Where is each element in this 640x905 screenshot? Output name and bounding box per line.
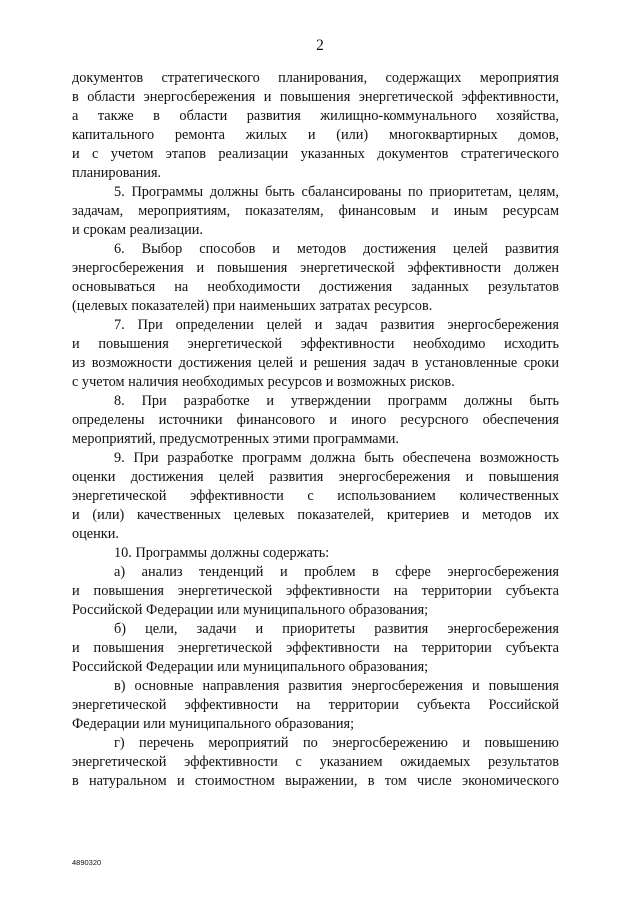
document-body (72, 69, 559, 791)
text-line: 9. При разработке программ должна быть обеспечена возможность (114, 450, 559, 466)
text-line: (целевых показателей) при наименьших затратах ресурсов. (72, 298, 433, 314)
text-line: а) анализ тенденций и проблем в сфере энергосбережения (114, 564, 559, 580)
text-line: основываться на необходимости достижения заданных результатов (72, 279, 559, 295)
text-line: и повышения энергетической эффективности на территории субъекта (72, 583, 559, 599)
document-code: 4890320 (72, 858, 102, 867)
text-line: оценки. (72, 526, 119, 542)
page-number: 2 (316, 37, 324, 54)
text-line: в натуральном и стоимостном выражении, в том числе экономического (72, 773, 559, 789)
text-line: капитального ремонта жилых и (или) многоквартирных домов, (72, 127, 559, 143)
text-line: из возможности достижения целей и решения задач в установленные сроки (72, 355, 559, 371)
text-line: Российской Федерации или муниципального образования; (72, 602, 429, 618)
text-line: 7. При определении целей и задач развития энергосбережения (114, 317, 559, 333)
text-line: и повышения энергетической эффективности необходимо исходить (72, 336, 559, 352)
text-line: энергетической эффективности с использованием количественных (72, 488, 559, 504)
text-line: и (или) качественных целевых показателей, критериев и методов их (72, 507, 559, 523)
text-line: Федерации или муниципального образования; (72, 716, 355, 732)
text-line: с учетом наличия необходимых ресурсов и возможных рисков. (72, 374, 455, 390)
text-line: энергетической эффективности на территории субъекта Российской (72, 697, 559, 713)
text-line: определены источники финансового и иного ресурсного обеспечения (72, 412, 559, 428)
text-line: г) перечень мероприятий по энергосбережению и повышению (114, 735, 559, 751)
text-line: б) цели, задачи и приоритеты развития энергосбережения (114, 621, 559, 637)
text-line: и срокам реализации. (72, 222, 204, 238)
text-line: мероприятий, предусмотренных этими программами. (72, 431, 399, 447)
text-line: энергосбережения и повышения энергетической эффективности должен (72, 260, 559, 276)
text-line: и с учетом этапов реализации указанных документов стратегического (72, 146, 559, 162)
text-line: Российской Федерации или муниципального образования; (72, 659, 429, 675)
text-line: и повышения энергетической эффективности на территории субъекта (72, 640, 559, 656)
text-line: 10. Программы должны содержать: (114, 545, 330, 561)
text-line: документов стратегического планирования, содержащих мероприятия (72, 70, 559, 86)
text-line: а также в области развития жилищно-коммунального хозяйства, (72, 108, 559, 124)
text-line: в области энергосбережения и повышения энергетической эффективности, (72, 89, 559, 105)
text-line: 5. Программы должны быть сбалансированы по приоритетам, целям, (114, 184, 559, 200)
text-line: планирования. (72, 165, 162, 181)
text-line: в) основные направления развития энергосбережения и повышения (114, 678, 559, 694)
text-line: оценки достижения целей развития энергосбережения и повышения (72, 469, 559, 485)
text-line: задачам, мероприятиям, показателям, финансовым и иным ресурсам (72, 203, 559, 219)
text-line: 6. Выбор способов и методов достижения целей развития (114, 241, 559, 257)
text-line: 8. При разработке и утверждении программ должны быть (114, 393, 559, 409)
text-line: энергетической эффективности с указанием ожидаемых результатов (72, 754, 559, 770)
